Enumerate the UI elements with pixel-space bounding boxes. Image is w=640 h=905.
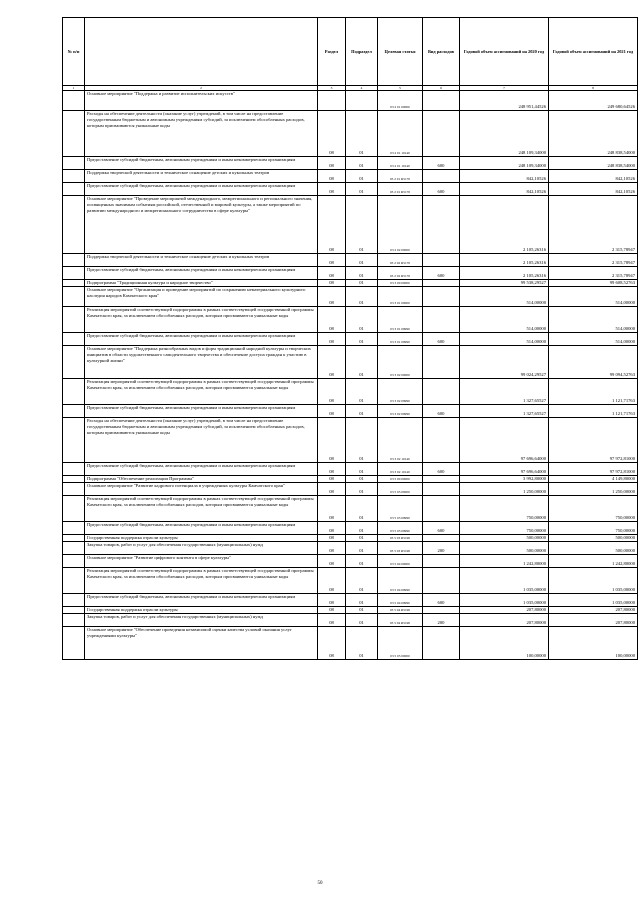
- cell-sum-2021: 2 315,78947: [549, 254, 638, 267]
- cell-csr: 03 2 01 10140: [378, 111, 423, 157]
- cell-csr: 03 5 03 R5190: [378, 535, 423, 542]
- cell-podrazdel: 01: [346, 307, 378, 333]
- cell-name: Подпрограмма "Традиционная культура и народное творчество": [85, 280, 318, 287]
- cell-sum-2021: 1 035,00000: [549, 568, 638, 594]
- cell-sum-2020: 97 696,64000: [460, 418, 549, 463]
- cell-podrazdel: 01: [346, 483, 378, 496]
- cell-razdel: 08: [318, 287, 346, 307]
- cell-razdel: 08: [318, 418, 346, 463]
- cell-name: Государственная поддержка отрасли культуры: [85, 535, 318, 542]
- cell-sum-2021: 514,00000: [549, 307, 638, 333]
- cell-sum-2020: 3 992,80000: [460, 476, 549, 483]
- column-number: 6: [423, 86, 460, 91]
- cell-name: Государственная поддержка отрасли культуры: [85, 607, 318, 614]
- cell-vr: [423, 170, 460, 183]
- cell-sum-2021: 207,80000: [549, 614, 638, 627]
- cell-vr: 600: [423, 405, 460, 418]
- cell-num: [63, 535, 85, 542]
- cell-sum-2020: 1 327,65527: [460, 405, 549, 418]
- cell-num: [63, 496, 85, 522]
- cell-podrazdel: 01: [346, 535, 378, 542]
- cell-sum-2020: 1 327,65527: [460, 379, 549, 405]
- cell-vr: [423, 555, 460, 568]
- cell-csr: 03 3 02 00000: [378, 346, 423, 379]
- cell-razdel: 08: [318, 157, 346, 170]
- cell-sum-2020: 207,80000: [460, 614, 549, 627]
- cell-name: Предоставление субсидий бюджетным, автономным учреждениям и иным некоммерческим организациям: [85, 594, 318, 607]
- cell-csr: 03 5 04 09990: [378, 594, 423, 607]
- cell-podrazdel: 01: [346, 346, 378, 379]
- cell-name: Основное мероприятие "Развитие кадрового потенциала в учреждениях культуры Камчатского края": [85, 483, 318, 496]
- cell-sum-2021: 100,00000: [549, 627, 638, 660]
- table-row: [63, 555, 638, 568]
- cell-sum-2020: 207,80000: [460, 607, 549, 614]
- cell-name: Основное мероприятие "Поддержка и развитие исполнительских искусств": [85, 91, 318, 111]
- table-row: [63, 111, 638, 157]
- cell-sum-2021: 2 315,78947: [549, 267, 638, 280]
- cell-vr: 600: [423, 183, 460, 196]
- table-row: [63, 496, 638, 522]
- cell-num: [63, 280, 85, 287]
- cell-podrazdel: 01: [346, 555, 378, 568]
- cell-name: Закупка товаров, работ и услуг для обеспечения государственных (муниципальных) нужд: [85, 614, 318, 627]
- cell-razdel: 08: [318, 379, 346, 405]
- cell-csr: 03 5 04 00000: [378, 555, 423, 568]
- cell-csr: 03 3 02 09990: [378, 405, 423, 418]
- cell-podrazdel: 01: [346, 280, 378, 287]
- cell-vr: [423, 496, 460, 522]
- cell-num: [63, 379, 85, 405]
- header-podrazdel: Подраздел: [346, 18, 378, 86]
- cell-csr: 03 2 02 00000: [378, 196, 423, 254]
- budget-table: [62, 17, 638, 660]
- cell-vr: [423, 280, 460, 287]
- cell-sum-2021: 842,10526: [549, 183, 638, 196]
- cell-vr: [423, 91, 460, 111]
- cell-razdel: 08: [318, 346, 346, 379]
- table-row: [63, 157, 638, 170]
- cell-csr: 03 2 02 R5170: [378, 254, 423, 267]
- column-number: 4: [346, 86, 378, 91]
- cell-sum-2020: 248 951,44526: [460, 91, 549, 111]
- cell-num: [63, 170, 85, 183]
- cell-csr: 03 5 03 00000: [378, 483, 423, 496]
- cell-name: Предоставление субсидий бюджетным, автономным учреждениям и иным некоммерческим организациям: [85, 405, 318, 418]
- table-row: [63, 254, 638, 267]
- cell-sum-2021: 248 838,54000: [549, 111, 638, 157]
- cell-sum-2021: 97 972,81000: [549, 463, 638, 476]
- cell-name: Предоставление субсидий бюджетным, автономным учреждениям и иным некоммерческим организациям: [85, 463, 318, 476]
- table-row: [63, 463, 638, 476]
- cell-razdel: 08: [318, 405, 346, 418]
- table-body: [63, 91, 638, 660]
- cell-vr: [423, 535, 460, 542]
- column-number: 5: [378, 86, 423, 91]
- cell-podrazdel: 01: [346, 405, 378, 418]
- cell-sum-2021: 4 149,80000: [549, 476, 638, 483]
- cell-num: [63, 522, 85, 535]
- cell-sum-2020: 248 109,34000: [460, 157, 549, 170]
- table-row: [63, 307, 638, 333]
- table-row: [63, 267, 638, 280]
- cell-name: Реализация мероприятий соответствующей подпрограммы в рамках соответствующей государственной программы Камчатского края, за исключением обособленных расходов, которым присваиваются уникальные коды: [85, 568, 318, 594]
- cell-sum-2021: 750,00000: [549, 522, 638, 535]
- cell-podrazdel: 01: [346, 627, 378, 660]
- cell-sum-2021: 2 315,78947: [549, 196, 638, 254]
- cell-vr: [423, 568, 460, 594]
- cell-podrazdel: 01: [346, 267, 378, 280]
- cell-sum-2020: 1 035,00000: [460, 568, 549, 594]
- table-row: [63, 170, 638, 183]
- cell-podrazdel: 01: [346, 496, 378, 522]
- cell-num: [63, 594, 85, 607]
- table-row: [63, 542, 638, 555]
- cell-podrazdel: 01: [346, 542, 378, 555]
- cell-razdel: 08: [318, 607, 346, 614]
- cell-vr: [423, 287, 460, 307]
- header-csr: Целевая статья: [378, 18, 423, 86]
- cell-razdel: 08: [318, 333, 346, 346]
- table-row: [63, 594, 638, 607]
- cell-sum-2020: 248 109,34000: [460, 111, 549, 157]
- table-row: [63, 483, 638, 496]
- cell-name: Поддержка творческой деятельности и техническое оснащение детских и кукольных театров: [85, 170, 318, 183]
- cell-num: [63, 614, 85, 627]
- cell-name: Реализация мероприятий соответствующей подпрограммы в рамках соответствующей государственной программы Камчатского края, за исключением обособленных расходов, которым присваиваются уникальные коды: [85, 379, 318, 405]
- cell-num: [63, 405, 85, 418]
- cell-name: Расходы на обеспечение деятельности (оказание услуг) учреждений, в том числе на предоставление государственным бюджетным и автономным учреждениям субсидий, за исключением обособленных расходов, которым присваиваются уникальные коды: [85, 111, 318, 157]
- cell-num: [63, 627, 85, 660]
- cell-podrazdel: 01: [346, 157, 378, 170]
- cell-sum-2020: 99 538,29527: [460, 280, 549, 287]
- cell-razdel: 08: [318, 542, 346, 555]
- cell-name: Основное мероприятие "Поддержка разнообразных видов и форм традиционной народной культуры и творческих инициатив в области художественного самодеятельного творчества и обеспечение доступа граждан к участию в культурной жизни": [85, 346, 318, 379]
- cell-vr: [423, 607, 460, 614]
- cell-csr: 03 2 02 R5170: [378, 267, 423, 280]
- cell-podrazdel: 01: [346, 170, 378, 183]
- cell-sum-2021: 1 242,80000: [549, 555, 638, 568]
- column-number: 8: [549, 86, 638, 91]
- cell-sum-2021: 842,10526: [549, 170, 638, 183]
- cell-podrazdel: 01: [346, 418, 378, 463]
- cell-vr: [423, 196, 460, 254]
- cell-razdel: 08: [318, 307, 346, 333]
- cell-name: Предоставление субсидий бюджетным, автономным учреждениям и иным некоммерческим организациям: [85, 267, 318, 280]
- cell-podrazdel: 01: [346, 614, 378, 627]
- cell-sum-2021: 207,80000: [549, 607, 638, 614]
- cell-csr: 03 3 01 00000: [378, 287, 423, 307]
- cell-razdel: 08: [318, 476, 346, 483]
- cell-name: Основное мероприятие "Обеспечение проведения независимой оценки качества условий оказания услуг учреждениями культуры": [85, 627, 318, 660]
- cell-name: Предоставление субсидий бюджетным, автономным учреждениям и иным некоммерческим организациям: [85, 157, 318, 170]
- cell-csr: 03 3 02 10140: [378, 418, 423, 463]
- cell-sum-2021: 750,00000: [549, 496, 638, 522]
- cell-num: [63, 196, 85, 254]
- table-row: [63, 476, 638, 483]
- table-row: [63, 91, 638, 111]
- cell-sum-2020: 500,00000: [460, 535, 549, 542]
- cell-csr: 03 5 03 09990: [378, 522, 423, 535]
- cell-vr: 600: [423, 333, 460, 346]
- cell-csr: 03 5 04 R5190: [378, 607, 423, 614]
- cell-csr: 03 5 05 00000: [378, 627, 423, 660]
- cell-sum-2021: 514,00000: [549, 287, 638, 307]
- cell-razdel: 08: [318, 496, 346, 522]
- cell-sum-2021: 1 121,71763: [549, 379, 638, 405]
- cell-csr: 03 5 00 00000: [378, 476, 423, 483]
- cell-name: Основное мероприятие "Организация и проведение мероприятий по сохранению нематериального культурного наследия народов Камчатского края": [85, 287, 318, 307]
- cell-vr: 200: [423, 614, 460, 627]
- cell-sum-2020: 1 035,00000: [460, 594, 549, 607]
- header-row: [63, 18, 638, 86]
- table-row: [63, 379, 638, 405]
- cell-razdel: 08: [318, 594, 346, 607]
- table-row: [63, 196, 638, 254]
- cell-csr: 03 2 01 00000: [378, 91, 423, 111]
- table-row: [63, 346, 638, 379]
- cell-sum-2020: 100,00000: [460, 627, 549, 660]
- cell-csr: 03 5 04 09990: [378, 568, 423, 594]
- cell-razdel: 08: [318, 170, 346, 183]
- cell-podrazdel: 01: [346, 333, 378, 346]
- cell-vr: [423, 254, 460, 267]
- cell-num: [63, 418, 85, 463]
- cell-sum-2021: 97 972,81000: [549, 418, 638, 463]
- cell-sum-2021: 99 094,52763: [549, 346, 638, 379]
- cell-podrazdel: [346, 91, 378, 111]
- table-row: [63, 418, 638, 463]
- cell-csr: 03 5 03 09990: [378, 496, 423, 522]
- cell-razdel: 08: [318, 196, 346, 254]
- cell-podrazdel: 01: [346, 607, 378, 614]
- cell-razdel: 08: [318, 183, 346, 196]
- cell-csr: 03 3 02 09990: [378, 379, 423, 405]
- cell-num: [63, 463, 85, 476]
- table-row: [63, 522, 638, 535]
- cell-sum-2020: 514,00000: [460, 333, 549, 346]
- cell-sum-2021: 500,00000: [549, 535, 638, 542]
- cell-sum-2020: 1 250,00000: [460, 483, 549, 496]
- column-number: 2: [85, 86, 318, 91]
- cell-sum-2021: 514,00000: [549, 333, 638, 346]
- cell-podrazdel: 01: [346, 594, 378, 607]
- cell-num: [63, 254, 85, 267]
- cell-name: Подпрограмма "Обеспечение реализации Программы": [85, 476, 318, 483]
- cell-name: Предоставление субсидий бюджетным, автономным учреждениям и иным некоммерческим организациям: [85, 183, 318, 196]
- cell-csr: 03 2 01 10140: [378, 157, 423, 170]
- cell-num: [63, 542, 85, 555]
- column-number: 3: [318, 86, 346, 91]
- cell-vr: [423, 379, 460, 405]
- cell-name: Реализация мероприятий соответствующей подпрограммы в рамках соответствующей государственной программы Камчатского края, за исключением обособленных расходов, которым присваиваются уникальные коды: [85, 307, 318, 333]
- cell-num: [63, 476, 85, 483]
- cell-razdel: 08: [318, 267, 346, 280]
- cell-num: [63, 111, 85, 157]
- cell-razdel: 08: [318, 627, 346, 660]
- cell-num: [63, 157, 85, 170]
- cell-num: [63, 91, 85, 111]
- cell-podrazdel: 01: [346, 287, 378, 307]
- page-number: 50: [317, 881, 323, 886]
- header-vr: Вид расходов: [423, 18, 460, 86]
- cell-podrazdel: 01: [346, 183, 378, 196]
- cell-sum-2020: 1 242,80000: [460, 555, 549, 568]
- cell-sum-2020: 842,10526: [460, 183, 549, 196]
- cell-sum-2020: 97 696,64000: [460, 463, 549, 476]
- cell-num: [63, 483, 85, 496]
- cell-sum-2020: 99 024,29527: [460, 346, 549, 379]
- cell-razdel: 08: [318, 535, 346, 542]
- header-name: [85, 18, 318, 86]
- cell-name: Закупка товаров, работ и услуг для обеспечения государственных (муниципальных) нужд: [85, 542, 318, 555]
- cell-num: [63, 333, 85, 346]
- header-num: № п/п: [63, 18, 85, 86]
- cell-name: Предоставление субсидий бюджетным, автономным учреждениям и иным некоммерческим организациям: [85, 522, 318, 535]
- cell-sum-2020: 514,00000: [460, 307, 549, 333]
- cell-vr: [423, 346, 460, 379]
- cell-num: [63, 307, 85, 333]
- cell-vr: [423, 111, 460, 157]
- cell-csr: 03 2 01 R5170: [378, 170, 423, 183]
- cell-podrazdel: 01: [346, 111, 378, 157]
- cell-vr: 600: [423, 594, 460, 607]
- cell-podrazdel: 01: [346, 568, 378, 594]
- cell-podrazdel: 01: [346, 196, 378, 254]
- cell-name: Расходы на обеспечение деятельности (оказание услуг) учреждений, в том числе на предоставление государственным бюджетным и автономным учреждениям субсидий, за исключением обособленных расходов, которым присваиваются уникальные коды: [85, 418, 318, 463]
- cell-name: Основное мероприятие "Развитие цифрового контента в сфере культуры": [85, 555, 318, 568]
- cell-num: [63, 555, 85, 568]
- cell-sum-2021: 248 838,54000: [549, 157, 638, 170]
- cell-sum-2021: 500,00000: [549, 542, 638, 555]
- cell-sum-2020: 2 105,26316: [460, 196, 549, 254]
- cell-sum-2020: 514,00000: [460, 287, 549, 307]
- cell-csr: 03 2 01 R5170: [378, 183, 423, 196]
- cell-razdel: 08: [318, 522, 346, 535]
- cell-razdel: 08: [318, 280, 346, 287]
- cell-vr: 600: [423, 267, 460, 280]
- table-row: [63, 568, 638, 594]
- table-row: [63, 405, 638, 418]
- cell-podrazdel: 01: [346, 254, 378, 267]
- cell-vr: [423, 307, 460, 333]
- cell-razdel: 08: [318, 614, 346, 627]
- cell-sum-2021: 1 121,71763: [549, 405, 638, 418]
- cell-csr: 03 3 02 10140: [378, 463, 423, 476]
- table-row: [63, 183, 638, 196]
- cell-csr: 03 5 04 R5190: [378, 614, 423, 627]
- table-row: [63, 614, 638, 627]
- table-row: [63, 607, 638, 614]
- table-row: [63, 333, 638, 346]
- cell-csr: 03 3 00 00000: [378, 280, 423, 287]
- table-row: [63, 627, 638, 660]
- cell-num: [63, 287, 85, 307]
- cell-sum-2020: 2 105,26316: [460, 254, 549, 267]
- cell-sum-2020: 842,10526: [460, 170, 549, 183]
- cell-vr: 600: [423, 157, 460, 170]
- cell-sum-2021: 1 250,00000: [549, 483, 638, 496]
- cell-razdel: 08: [318, 555, 346, 568]
- cell-razdel: [318, 91, 346, 111]
- cell-num: [63, 607, 85, 614]
- cell-razdel: 08: [318, 483, 346, 496]
- cell-sum-2021: 1 035,00000: [549, 594, 638, 607]
- cell-sum-2021: 99 608,52763: [549, 280, 638, 287]
- cell-num: [63, 267, 85, 280]
- cell-name: Реализация мероприятий соответствующей подпрограммы в рамках соответствующей государственной программы Камчатского края, за исключением обособленных расходов, которым присваиваются уникальные коды: [85, 496, 318, 522]
- cell-vr: 600: [423, 463, 460, 476]
- cell-csr: 03 3 01 09990: [378, 307, 423, 333]
- cell-vr: 200: [423, 542, 460, 555]
- header-sum-2020: Годовой объем ассигнований на 2020 год: [460, 18, 549, 86]
- cell-podrazdel: 01: [346, 463, 378, 476]
- cell-sum-2020: 750,00000: [460, 496, 549, 522]
- table-row: [63, 535, 638, 542]
- cell-sum-2020: 500,00000: [460, 542, 549, 555]
- cell-podrazdel: 01: [346, 522, 378, 535]
- cell-csr: 03 5 03 R5190: [378, 542, 423, 555]
- cell-podrazdel: 01: [346, 476, 378, 483]
- column-number: 7: [460, 86, 549, 91]
- column-number: 1: [63, 86, 85, 91]
- cell-razdel: 08: [318, 463, 346, 476]
- cell-razdel: 08: [318, 254, 346, 267]
- cell-name: Основное мероприятие "Проведение мероприятий международного, межрегионального и регионального значения, посвященных значимым событиям российской, отечественной и мировой культуры, а также мероприятий по развитию международного и межрегионального сотрудничества в сфере культуры": [85, 196, 318, 254]
- header-razdel: Раздел: [318, 18, 346, 86]
- cell-sum-2020: 750,00000: [460, 522, 549, 535]
- cell-num: [63, 568, 85, 594]
- cell-vr: [423, 476, 460, 483]
- table-row: [63, 280, 638, 287]
- cell-vr: [423, 418, 460, 463]
- budget-sheet: [62, 17, 638, 660]
- cell-razdel: 08: [318, 111, 346, 157]
- cell-sum-2021: 249 680,64526: [549, 91, 638, 111]
- cell-razdel: 08: [318, 568, 346, 594]
- cell-num: [63, 183, 85, 196]
- cell-vr: [423, 627, 460, 660]
- cell-name: Поддержка творческой деятельности и техническое оснащение детских и кукольных театров: [85, 254, 318, 267]
- table-row: [63, 287, 638, 307]
- cell-vr: 600: [423, 522, 460, 535]
- cell-name: Предоставление субсидий бюджетным, автономным учреждениям и иным некоммерческим организациям: [85, 333, 318, 346]
- cell-csr: 03 3 01 09990: [378, 333, 423, 346]
- cell-vr: [423, 483, 460, 496]
- header-sum-2021: Годовой объем ассигнований на 2021 год: [549, 18, 638, 86]
- cell-num: [63, 346, 85, 379]
- cell-sum-2020: 2 105,26316: [460, 267, 549, 280]
- cell-podrazdel: 01: [346, 379, 378, 405]
